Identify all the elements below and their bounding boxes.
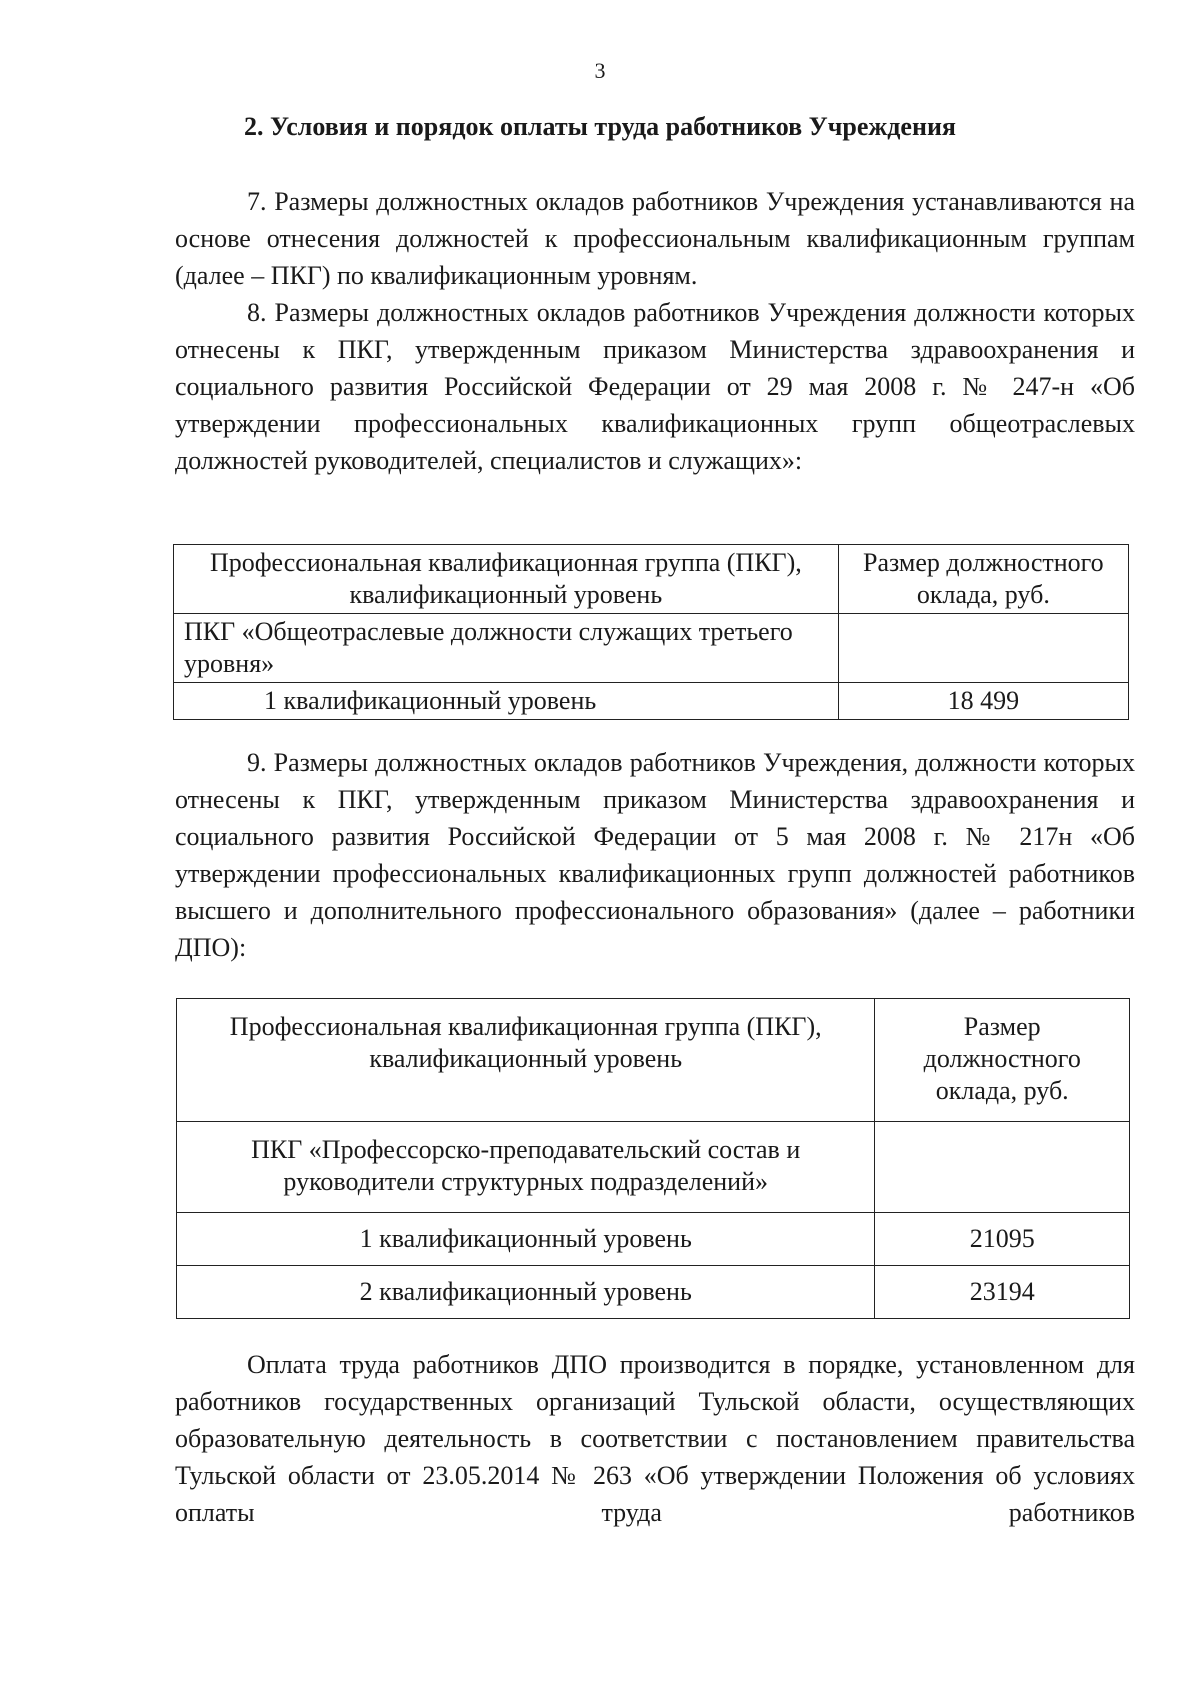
table-group-row xyxy=(174,614,1129,683)
salary-table-general xyxy=(173,544,1129,720)
group-salary-cell xyxy=(838,614,1128,683)
salary-cell: 18 499 xyxy=(838,683,1128,720)
header-group-cell: Профессиональная квалификационная группа (ПКГ), квалификационный уровень xyxy=(177,999,875,1122)
group-salary-cell xyxy=(875,1122,1130,1213)
header-salary-cell: Размер должностного оклада, руб. xyxy=(875,999,1130,1122)
salary-table-dpo xyxy=(176,998,1130,1319)
paragraph-9-text: 9. Размеры должностных окладов работников Учреждения, должности которых отнесены к ПКГ, утвержденным приказом Министерства здравоохранения и социального развития Российской Федерации от 5 мая 2008 г. № 217н «Об утверждении профессиональных квалификационных групп должностей работников высшего и дополнительного профессионального образования» (далее – работники ДПО): xyxy=(175,748,1135,962)
table-row xyxy=(174,683,1129,720)
paragraph-7 xyxy=(175,183,1135,294)
level-cell: 1 квалификационный уровень xyxy=(174,683,839,720)
paragraph-payment-text: Оплата труда работников ДПО производится в порядке, установленном для работников государственных организаций Тульской области, осуществляющих образовательную деятельность в соответствии с постановлением правительства Тульской области от 23.05.2014 № 263 «Об утверждении Положения об условиях оплаты труда работников xyxy=(175,1350,1135,1527)
header-group-cell: Профессиональная квалификационная группа (ПКГ), квалификационный уровень xyxy=(174,545,839,614)
section-title: 2. Условия и порядок оплаты труда работников Учреждения xyxy=(243,112,956,141)
page-number: 3 xyxy=(594,58,606,83)
table-row xyxy=(177,1213,1130,1266)
group-name-cell: ПКГ «Общеотраслевые должности служащих третьего уровня» xyxy=(174,614,839,683)
group-name-cell: ПКГ «Профессорско-преподавательский состав и руководители структурных подразделений» xyxy=(177,1122,875,1213)
paragraph-9 xyxy=(175,744,1135,966)
table-row xyxy=(177,1266,1130,1319)
paragraph-8 xyxy=(175,294,1135,479)
table-group-row xyxy=(177,1122,1130,1213)
header-salary-cell: Размер должностного оклада, руб. xyxy=(838,545,1128,614)
paragraph-8-text: 8. Размеры должностных окладов работников Учреждения должности которых отнесены к ПКГ, утвержденным приказом Министерства здравоохранения и социального развития Российской Федерации от 29 мая 2008 г. № 247-н «Об утверждении профессиональных квалификационных групп общеотраслевых должностей руководителей, специалистов и служащих»: xyxy=(175,298,1135,475)
paragraph-7-text: 7. Размеры должностных окладов работников Учреждения устанавливаются на основе отнесения должностей к профессиональным квалификационным группам (далее – ПКГ) по квалификационным уровням. xyxy=(175,187,1135,290)
level-cell: 2 квалификационный уровень xyxy=(177,1266,875,1319)
salary-cell: 21095 xyxy=(875,1213,1130,1266)
table-header-row xyxy=(177,999,1130,1122)
salary-cell: 23194 xyxy=(875,1266,1130,1319)
table-header-row xyxy=(174,545,1129,614)
level-cell: 1 квалификационный уровень xyxy=(177,1213,875,1266)
paragraph-payment xyxy=(175,1346,1135,1531)
